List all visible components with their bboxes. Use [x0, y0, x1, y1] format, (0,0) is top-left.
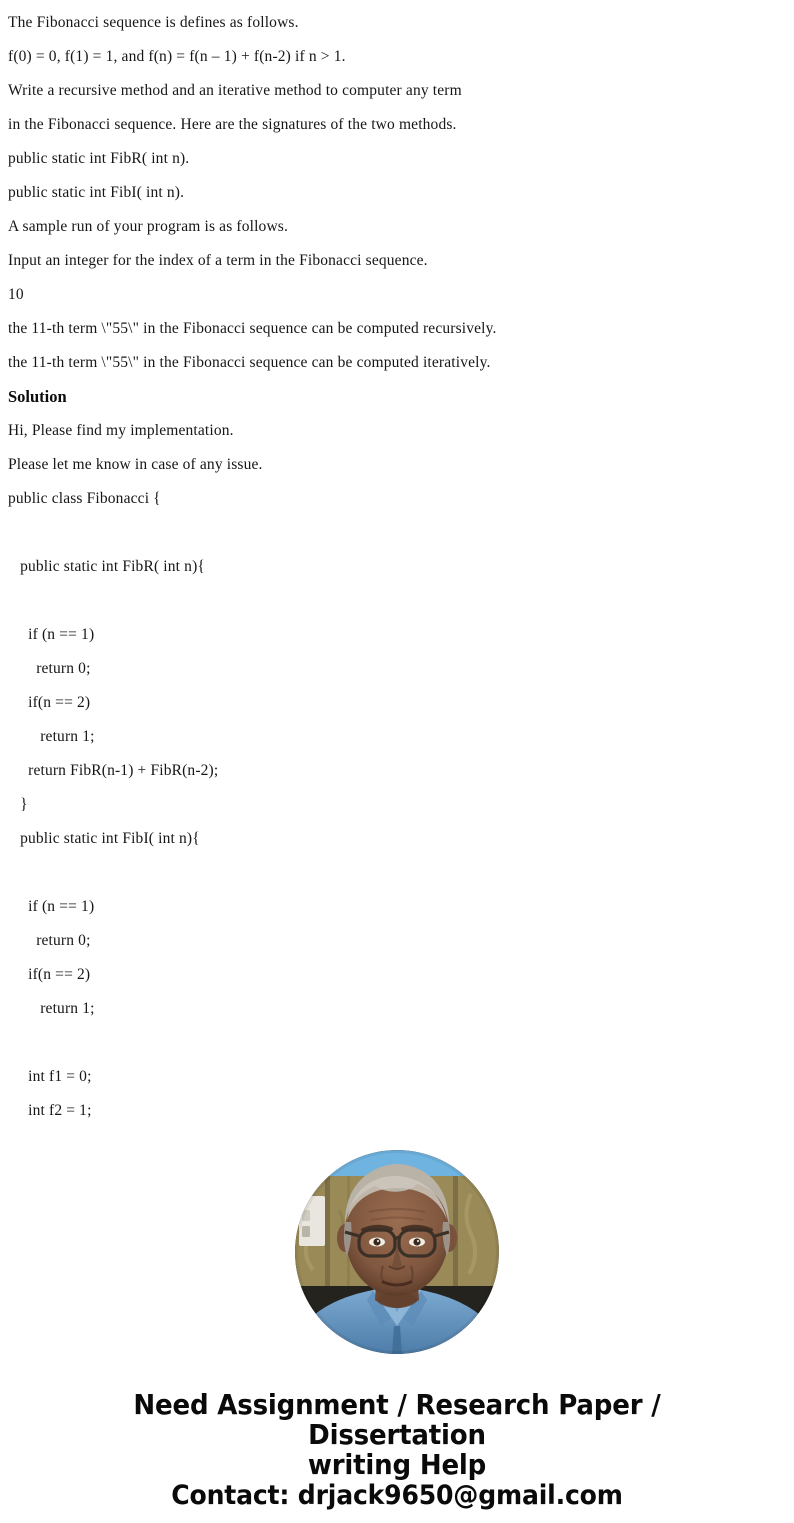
problem-line: in the Fibonacci sequence. Here are the signatures of the two methods.	[8, 116, 457, 133]
problem-line: The Fibonacci sequence is defines as follows.	[8, 14, 299, 31]
problem-line: the 11-th term \"55\" in the Fibonacci sequence can be computed recursively.	[8, 320, 497, 337]
code-line: public static int FibR( int n){	[8, 558, 205, 575]
problem-line: public static int FibR( int n).	[8, 150, 190, 167]
code-line: }	[8, 796, 28, 813]
code-line: if(n == 2)	[8, 966, 91, 983]
code-line: int f2 = 1;	[8, 1102, 92, 1119]
avatar-photo-icon	[295, 1150, 499, 1354]
solution-line: Hi, Please find my implementation.	[8, 422, 234, 439]
problem-line: Write a recursive method and an iterative method to computer any term	[8, 82, 462, 99]
code-line: return 0;	[8, 660, 91, 677]
solution-line: Please let me know in case of any issue.	[8, 456, 263, 473]
code-line: if (n == 1)	[8, 626, 95, 643]
problem-line: Input an integer for the index of a term in the Fibonacci sequence.	[8, 252, 428, 269]
code-line-blank	[8, 516, 786, 550]
code-line: if(n == 2)	[8, 694, 91, 711]
promo-line-2: writing Help	[307, 1448, 487, 1481]
code-line: int f1 = 0;	[8, 1068, 92, 1085]
solution-heading: Solution	[8, 387, 67, 406]
code-line-blank	[8, 856, 786, 890]
promo-line-1: Need Assignment / Research Paper / Dissertation	[133, 1388, 661, 1451]
problem-line: f(0) = 0, f(1) = 1, and f(n) = f(n – 1) + f(n-2) if n > 1.	[8, 48, 346, 65]
avatar-container	[0, 1150, 794, 1354]
code-line: return 1;	[8, 1000, 95, 1017]
problem-line: A sample run of your program is as follows.	[8, 218, 289, 235]
code-line: if (n == 1)	[8, 898, 95, 915]
promo-contact-line: Contact: drjack9650@gmail.com	[171, 1480, 623, 1511]
code-line: return 1;	[8, 728, 95, 745]
code-line: return FibR(n-1) + FibR(n-2);	[8, 762, 219, 779]
problem-line: public static int FibI( int n).	[8, 184, 185, 201]
promo-banner	[0, 1390, 794, 1521]
avatar	[295, 1150, 499, 1354]
code-line-blank	[8, 1026, 786, 1060]
code-line-blank	[8, 584, 786, 618]
problem-line: the 11-th term \"55\" in the Fibonacci sequence can be computed iteratively.	[8, 354, 491, 371]
code-line: public class Fibonacci {	[8, 490, 161, 507]
code-line: public static int FibI( int n){	[8, 830, 200, 847]
problem-line: 10	[8, 286, 24, 303]
code-line: return 0;	[8, 932, 91, 949]
